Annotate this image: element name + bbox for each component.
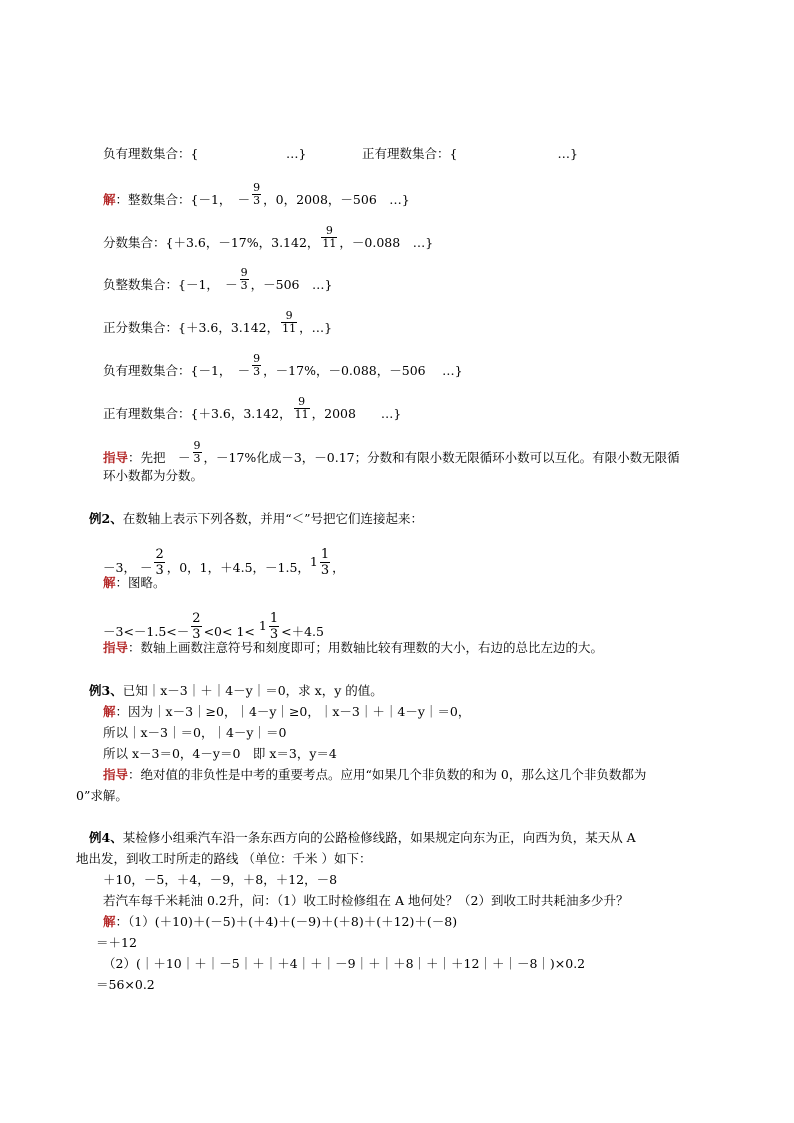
guide-1-line2: 环小数都为分数。 bbox=[103, 468, 204, 483]
guide-1-post: ，－17%化成－3，－0.17；分数和有限小数无限循环小数可以互化。有限小数无限循 bbox=[203, 450, 680, 465]
positive-rational-set-line bbox=[103, 395, 402, 427]
denominator: 3 bbox=[269, 627, 279, 642]
fraction-1-3 bbox=[320, 547, 330, 578]
example-3-solution-line1 bbox=[103, 704, 470, 720]
solution-label: 解 bbox=[103, 914, 116, 929]
fraction-1-3 bbox=[269, 611, 279, 642]
fraction-9-11 bbox=[321, 225, 337, 250]
example-4-sol1: ：（1）(＋10)＋(－5)＋(＋4)＋(－9)＋(＋8)＋(＋12)＋(－8) bbox=[115, 914, 458, 929]
fraction-9-3 bbox=[193, 440, 202, 465]
fraction-9-3 bbox=[252, 353, 261, 378]
fraction-set-pre: 分数集合：{＋3.6，－17%，3.142， bbox=[103, 235, 320, 250]
inequality-part-b: <0< 1< bbox=[203, 624, 255, 639]
example-2-text: 在数轴上表示下列各数，并用“＜”号把它们连接起来： bbox=[122, 511, 423, 526]
minus-sign: － bbox=[139, 560, 153, 575]
numerator: 9 bbox=[325, 224, 333, 237]
example-2-guide bbox=[103, 640, 603, 656]
guide-label: 指导 bbox=[103, 767, 129, 782]
numerator: 9 bbox=[240, 266, 248, 279]
denominator: 11 bbox=[282, 322, 297, 335]
numbers-part-a: －3， bbox=[103, 560, 136, 575]
numerator: 1 bbox=[269, 611, 279, 626]
example-4-solution-line1 bbox=[103, 914, 457, 930]
fraction-9-11 bbox=[281, 310, 297, 335]
example-4-heading bbox=[89, 830, 636, 846]
guide-1-pre: ：先把 － bbox=[128, 450, 191, 465]
fraction-set-line bbox=[103, 224, 434, 256]
positive-rational-pre: 正有理数集合：{＋3.6，3.142， bbox=[103, 406, 292, 421]
example-3-heading bbox=[89, 683, 383, 699]
mixed-number-1-1-3 bbox=[310, 547, 332, 578]
negative-rational-pre: 负有理数集合：{－1， － bbox=[103, 363, 251, 378]
example-4-question: 若汽车每千米耗油 0.2升，问：（1）收工时检修组在 A 地何处？（2）到收工时共耗油多少升？ bbox=[103, 893, 629, 908]
negative-integer-post: ，－506 …} bbox=[250, 277, 333, 292]
fraction-9-3 bbox=[252, 182, 261, 207]
denominator: 3 bbox=[193, 452, 201, 465]
whole-part: 1 bbox=[309, 554, 318, 569]
numerator: 9 bbox=[253, 352, 261, 365]
positive-fraction-set-line bbox=[103, 309, 333, 341]
example-4-title: 例4、 bbox=[89, 830, 123, 845]
negative-integer-pre: 负整数集合：{－1， － bbox=[103, 277, 238, 292]
numerator: 2 bbox=[192, 611, 201, 626]
fraction-2-3 bbox=[191, 611, 201, 642]
denominator: 3 bbox=[320, 563, 330, 578]
numerator: 9 bbox=[285, 309, 293, 322]
inequality-part-a: －3<－1.5< bbox=[103, 624, 177, 639]
integer-set-line bbox=[103, 181, 410, 213]
numerator: 9 bbox=[253, 181, 261, 194]
example-4-text: 某检修小组乘汽车沿一条东西方向的公路检修线路，如果规定向东为正，向西为负，某天从 A bbox=[122, 830, 636, 845]
example-4-solution-line2: （2）(｜＋10｜＋｜－5｜＋｜＋4｜＋｜－9｜＋｜＋8｜＋｜＋12｜＋｜－8｜)×0.2 bbox=[103, 956, 586, 971]
example-2-solution bbox=[103, 575, 166, 591]
numerator: 9 bbox=[193, 439, 201, 452]
example-2-title: 例2、 bbox=[89, 511, 123, 526]
denominator: 11 bbox=[294, 408, 309, 421]
positive-fraction-pre: 正分数集合：{＋3.6，3.142， bbox=[103, 320, 280, 335]
example-4-text-line2: 地出发，到收工时所走的路线 （单位：千米 ）如下： bbox=[76, 851, 372, 866]
positive-fraction-post: ，…} bbox=[299, 320, 333, 335]
example-3-solution-line3: 所以 x－3＝0，4－y＝0 即 x＝3，y＝4 bbox=[103, 746, 337, 761]
example-4-solution-result2: ＝56×0.2 bbox=[96, 977, 155, 992]
guide-label: 指导 bbox=[103, 450, 129, 465]
example-4-data: ＋10，－5，＋4，－9，＋8，＋12，－8 bbox=[103, 872, 338, 887]
numbers-part-c: ， bbox=[332, 560, 345, 575]
minus-sign: － bbox=[176, 624, 190, 639]
integer-set-post: ，0，2008，－506 …} bbox=[263, 192, 410, 207]
inequality-part-c: <＋4.5 bbox=[281, 624, 324, 639]
negative-integer-set-line bbox=[103, 266, 333, 298]
negative-rational-set-blank: 负有理数集合：{ …} bbox=[103, 146, 307, 161]
solution-label: 解 bbox=[103, 192, 116, 207]
example-2-guide-text: ：数轴上画数注意符号和刻度即可；用数轴比较有理数的大小，右边的总比左边的大。 bbox=[128, 640, 604, 655]
example-4-solution-result1: ＝＋12 bbox=[96, 935, 137, 950]
numerator: 1 bbox=[320, 547, 330, 562]
example-3-guide-line2: 0”求解。 bbox=[76, 788, 128, 803]
fraction-set-post: ，－0.088 …} bbox=[339, 235, 434, 250]
negative-rational-set-line bbox=[103, 352, 463, 384]
numbers-part-b: ，0，1，＋4.5，－1.5， bbox=[166, 560, 310, 575]
example-3-guide bbox=[103, 767, 646, 783]
solution-label: 解 bbox=[103, 575, 116, 590]
example-3-solution-line2: 所以｜x－3｜＝0，｜4－y｜＝0 bbox=[103, 725, 287, 740]
numerator: 2 bbox=[155, 547, 164, 562]
mixed-number-1-1-3 bbox=[259, 611, 281, 642]
integer-set-pre: ：整数集合：{－1， － bbox=[115, 192, 251, 207]
example-3-guide-text: ：绝对值的非负性是中考的重要考点。应用“如果几个非负数的和为 0，那么这几个非负数都为 bbox=[128, 767, 647, 782]
denominator: 3 bbox=[253, 194, 261, 207]
positive-rational-post: ，2008 …} bbox=[311, 406, 402, 421]
denominator: 11 bbox=[322, 237, 337, 250]
example-3-text: 已知｜x－3｜＋｜4－y｜＝0，求 x，y 的值。 bbox=[122, 683, 383, 698]
fraction-9-11 bbox=[294, 396, 310, 421]
positive-rational-set-blank: 正有理数集合：{ …} bbox=[362, 146, 578, 161]
example-3-line1: ：因为｜x－3｜≥0，｜4－y｜≥0，｜x－3｜＋｜4－y｜＝0， bbox=[115, 704, 471, 719]
example-2-heading bbox=[89, 511, 423, 527]
fraction-2-3 bbox=[154, 547, 164, 578]
solution-label: 解 bbox=[103, 704, 116, 719]
numerator: 9 bbox=[298, 395, 306, 408]
denominator: 3 bbox=[240, 279, 248, 292]
whole-part: 1 bbox=[258, 618, 267, 633]
guide-label: 指导 bbox=[103, 640, 129, 655]
example-2-solution-text: ：图略。 bbox=[115, 575, 166, 590]
denominator: 3 bbox=[155, 563, 164, 578]
negative-rational-post: ，－17%，－0.088，－506 …} bbox=[263, 363, 463, 378]
denominator: 3 bbox=[192, 627, 201, 642]
fraction-9-3 bbox=[240, 267, 249, 292]
denominator: 3 bbox=[253, 365, 261, 378]
example-3-title: 例3、 bbox=[89, 683, 123, 698]
